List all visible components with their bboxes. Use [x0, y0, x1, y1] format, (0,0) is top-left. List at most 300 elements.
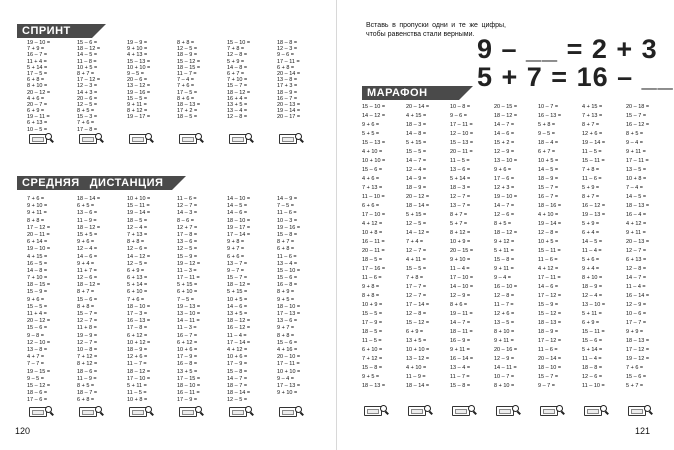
exercise-item: 19 – 10 =	[27, 246, 51, 253]
stopwatch-magnifier-icon	[129, 407, 153, 416]
exercise-item: 4 + 15 =	[27, 253, 48, 260]
puzzle-instruction: Вставь в пропуски одни и те же цифры, чтобы равенства стали верными.	[366, 22, 506, 38]
right-page	[337, 0, 674, 450]
exercise-item: 15 – 10 =	[362, 104, 386, 110]
exercise-item: 10 – 3 =	[277, 217, 298, 224]
exercise-item: 14 – 8 =	[406, 131, 427, 137]
exercise-item: 17 – 7 =	[626, 320, 647, 326]
exercise-item: 17 – 15 =	[177, 375, 201, 382]
exercise-item: 12 – 7 =	[77, 339, 98, 346]
exercise-item: 11 – 5 =	[362, 338, 382, 344]
exercise-item: 6 + 8 =	[77, 397, 95, 404]
exercise-item: 6 + 14 =	[27, 239, 48, 246]
exercise-item: 9 + 11 =	[27, 210, 47, 217]
exercise-item: 20 – 14 =	[538, 356, 562, 362]
exercise-item: 9 + 7 =	[227, 246, 245, 253]
sprint-banner	[17, 24, 92, 38]
exercise-item: 8 + 12 =	[77, 361, 98, 368]
exercise-item: 9 + 8 =	[227, 239, 245, 246]
exercise-item: 14 – 8 =	[27, 267, 48, 274]
exercise-item: 20 – 12 =	[27, 89, 51, 96]
exercise-item: 18 – 13 =	[626, 203, 650, 209]
exercise-item: 6 + 13 =	[127, 275, 148, 282]
exercise-item: 13 – 6 =	[450, 167, 471, 173]
exercise-item: 14 – 6 =	[227, 210, 248, 217]
stopwatch-magnifier-icon	[179, 134, 203, 143]
exercise-item: 16 – 11 =	[362, 239, 385, 245]
exercise-item: 12 – 9 =	[494, 149, 515, 155]
exercise-item: 17 – 8 =	[77, 126, 98, 133]
exercise-item: 15 – 6 =	[27, 325, 48, 332]
exercise-column	[127, 196, 150, 412]
stopwatch-magnifier-icon	[229, 134, 253, 143]
exercise-item: 8 + 7 =	[77, 289, 95, 296]
exercise-item: 11 – 5 =	[450, 158, 470, 164]
exercise-item: 15 – 6 =	[362, 167, 383, 173]
exercise-item: 7 + 9 =	[27, 46, 45, 53]
exercise-item: 18 – 12 =	[227, 282, 251, 289]
exercise-item: 17 – 6 =	[27, 397, 48, 404]
exercise-item: 15 – 13 =	[450, 140, 474, 146]
exercise-item: 13 + 5 =	[177, 368, 198, 375]
exercise-item: 16 – 8 =	[177, 361, 198, 368]
exercise-item: 18 – 12 =	[77, 46, 101, 53]
exercise-item: 13 – 4 =	[450, 365, 471, 371]
exercise-item: 11 + 8 =	[77, 325, 97, 332]
exercise-item: 15 – 6 =	[277, 339, 298, 346]
exercise-item: 15 – 6 =	[77, 40, 98, 46]
exercise-item: 8 + 8 =	[277, 332, 295, 339]
exercise-item: 18 – 8 =	[277, 40, 298, 46]
exercise-column	[626, 103, 649, 391]
exercise-item: 7 + 13 =	[582, 113, 603, 119]
exercise-item: 16 – 5 =	[27, 260, 48, 267]
exercise-item: 20 – 14 =	[406, 104, 430, 110]
exercise-item: 10 + 8 =	[626, 176, 647, 182]
exercise-item: 9 + 5 =	[362, 374, 380, 380]
exercise-item: 12 + 7 =	[177, 224, 198, 231]
exercise-item: 9 + 6 =	[77, 239, 95, 246]
exercise-item: 4 + 6 =	[362, 176, 380, 182]
exercise-item: 19 – 14 =	[582, 140, 606, 146]
exercise-item: 6 + 4 =	[582, 230, 600, 236]
exercise-item: 9 + 11 =	[626, 149, 646, 155]
stopwatch-magnifier-icon	[628, 406, 652, 415]
exercise-item: 8 + 8 =	[177, 40, 195, 46]
exercise-item: 8 + 9 =	[277, 289, 295, 296]
exercise-column	[177, 196, 200, 412]
exercise-item: 5 + 7 =	[626, 383, 644, 389]
exercise-item: 4 + 6 =	[27, 95, 45, 102]
page-number-left: 120	[15, 426, 31, 436]
exercise-item: 18 – 10 =	[538, 365, 562, 371]
exercise-item: 10 – 7 =	[494, 374, 515, 380]
exercise-item: 4 + 12 =	[362, 221, 383, 227]
exercise-item: 17 – 8 =	[177, 231, 198, 238]
exercise-item: 20 – 10 =	[277, 354, 301, 361]
exercise-item: 17 – 11 =	[450, 122, 473, 128]
exercise-item: 18 – 15 =	[177, 64, 201, 71]
exercise-item: 4 + 10 =	[538, 212, 559, 218]
exercise-item: 15 – 5 =	[406, 149, 427, 155]
exercise-item: 15 + 5 =	[77, 231, 98, 238]
exercise-item: 8 + 12 =	[127, 108, 148, 115]
exercise-item: 15 – 12 =	[27, 382, 51, 389]
exercise-item: 15 – 9 =	[177, 253, 198, 260]
exercise-item: 20 – 15 =	[450, 248, 474, 254]
exercise-item: 18 – 10 =	[127, 303, 151, 310]
exercise-item: 5 + 15 =	[177, 282, 198, 289]
exercise-item: 6 + 7 =	[538, 149, 556, 155]
exercise-item: 6 + 6 =	[227, 253, 245, 260]
exercise-item: 11 – 5 =	[582, 149, 602, 155]
stopwatch-magnifier-icon	[79, 134, 103, 143]
stopwatch-magnifier-icon	[540, 406, 564, 415]
exercise-item: 12 – 9 =	[450, 293, 471, 299]
exercise-item: 7 + 10 =	[227, 77, 248, 84]
exercise-item: 15 – 10 =	[277, 267, 301, 274]
exercise-item: 15 – 12 =	[538, 311, 562, 317]
exercise-item: 11 – 4 =	[450, 266, 470, 272]
exercise-item: 9 + 4 =	[582, 266, 600, 272]
exercise-item: 18 – 9 =	[406, 185, 427, 191]
exercise-item: 12 – 6 =	[127, 246, 148, 253]
exercise-item: 13 – 7 =	[227, 260, 248, 267]
exercise-item: 15 – 12 =	[177, 58, 201, 65]
exercise-item: 18 – 7 =	[77, 390, 98, 397]
exercise-item: 12 – 8 =	[227, 114, 248, 121]
exercise-item: 13 + 5 =	[227, 101, 248, 108]
exercise-item: 13 – 10 =	[494, 158, 518, 164]
exercise-item: 12 – 7 =	[77, 318, 98, 325]
exercise-item: 8 + 8 =	[77, 303, 95, 310]
exercise-item: 17 – 10 =	[450, 275, 474, 281]
exercise-item: 19 – 15 =	[27, 368, 51, 375]
exercise-item: 18 – 12 =	[77, 224, 101, 231]
exercise-item: 18 – 5 =	[362, 329, 383, 335]
exercise-item: 15 – 11 =	[582, 329, 605, 335]
exercise-item: 15 – 7 =	[227, 275, 248, 282]
exercise-item: 10 + 5 =	[538, 239, 559, 245]
exercise-item: 4 + 10 =	[362, 149, 383, 155]
exercise-item: 9 + 8 =	[362, 284, 380, 290]
exercise-item: 8 – 6 =	[177, 217, 194, 224]
exercise-item: 18 – 16 =	[538, 203, 562, 209]
exercise-item: 7 + 12 =	[362, 356, 383, 362]
exercise-item: 13 – 8 =	[27, 346, 48, 353]
exercise-item: 5 + 9 =	[582, 185, 600, 191]
exercise-item: 12 + 6 =	[582, 131, 603, 137]
exercise-item: 16 – 7 =	[277, 95, 298, 102]
exercise-item: 11 – 6 =	[277, 210, 297, 217]
exercise-item: 12 – 5 =	[227, 397, 248, 404]
exercise-item: 7 + 6 =	[27, 196, 45, 202]
exercise-item: 15 – 5 =	[406, 266, 427, 272]
exercise-item: 12 – 5 =	[177, 46, 198, 53]
exercise-item: 10 + 9 =	[362, 302, 383, 308]
exercise-item: 4 + 12 =	[626, 221, 647, 227]
exercise-item: 15 – 8 =	[362, 365, 383, 371]
exercise-item: 16 – 7 =	[27, 52, 48, 59]
exercise-item: 9 + 9 =	[626, 329, 644, 335]
stopwatch-magnifier-icon	[279, 134, 303, 143]
exercise-item: 14 – 12 =	[127, 253, 151, 260]
exercise-column	[582, 103, 605, 391]
exercise-item: 17 – 14 =	[227, 231, 251, 238]
exercise-item: 6 + 8 =	[277, 246, 295, 253]
exercise-item: 12 – 6 =	[494, 212, 515, 218]
exercise-item: 6 + 9 =	[582, 320, 600, 326]
exercise-item: 7 + 8 =	[582, 167, 600, 173]
exercise-item: 14 – 5 =	[77, 52, 98, 59]
exercise-item: 7 – 4 =	[177, 77, 194, 84]
exercise-item: 15 – 7 =	[77, 311, 98, 317]
exercise-item: 19 – 14 =	[277, 108, 301, 115]
exercise-item: 16 – 11 =	[177, 390, 200, 397]
exercise-item: 17 – 11 =	[626, 158, 649, 164]
exercise-item: 20 – 12 =	[27, 318, 51, 325]
exercise-item: 4 + 11 =	[406, 257, 426, 263]
exercise-item: 7 – 5 =	[177, 296, 194, 303]
exercise-item: 12 – 8 =	[494, 293, 515, 299]
exercise-item: 9 + 11 =	[494, 338, 514, 344]
exercise-item: 9 – 7 =	[538, 383, 555, 389]
exercise-item: 5 + 14 =	[127, 282, 148, 289]
exercise-item: 20 – 13 =	[277, 101, 301, 108]
exercise-item: 8 + 5 =	[77, 382, 95, 389]
exercise-item: 16 – 7 =	[538, 194, 559, 200]
exercise-item: 11 – 4 =	[227, 332, 247, 339]
exercise-item: 5 + 11 =	[582, 311, 602, 317]
exercise-item: 15 – 11 =	[582, 158, 605, 164]
exercise-item: 20 – 11 =	[27, 231, 50, 238]
exercise-item: 13 – 12 =	[406, 356, 430, 362]
exercise-item: 8 + 7 =	[77, 70, 95, 77]
exercise-item: 6 + 10 =	[362, 347, 383, 353]
exercise-item: 10 + 10 =	[277, 368, 301, 375]
exercise-item: 9 + 11 =	[450, 347, 470, 353]
exercise-item: 9 – 4 =	[494, 275, 511, 281]
exercise-item: 10 + 12 =	[127, 339, 151, 346]
exercise-item: 18 – 9 =	[127, 346, 148, 353]
exercise-item: 19 – 10 =	[494, 194, 518, 200]
exercise-item: 17 – 12 =	[626, 347, 650, 353]
exercise-item: 19 – 10 =	[27, 40, 51, 46]
exercise-item: 14 – 11 =	[494, 365, 517, 371]
exercise-item: 16 – 8 =	[277, 282, 298, 289]
exercise-item: 15 – 8 =	[494, 257, 515, 263]
exercise-item: 16 – 9 =	[450, 338, 471, 344]
exercise-item: 19 – 13 =	[582, 212, 606, 218]
exercise-item: 19 – 11 =	[450, 311, 473, 317]
exercise-item: 20 – 6 =	[127, 77, 148, 84]
exercise-item: 14 – 10 =	[227, 196, 251, 202]
exercise-item: 18 – 15 =	[27, 282, 51, 289]
exercise-item: 19 – 17 =	[227, 224, 251, 231]
exercise-item: 17 – 8 =	[127, 325, 148, 332]
exercise-item: 8 + 8 =	[27, 217, 45, 224]
exercise-item: 12 – 4 =	[406, 167, 427, 173]
puzzle-equation-2: 5 + 7 = 16 – __	[477, 62, 674, 92]
exercise-item: 7 + 6 =	[626, 365, 644, 371]
exercise-item: 17 – 10 =	[127, 375, 151, 382]
exercise-item: 8 + 5 =	[494, 221, 512, 227]
puzzle-equation-1: 9 – __ = 2 + 3	[477, 34, 658, 64]
exercise-item: 13 + 5 =	[406, 338, 427, 344]
exercise-item: 20 – 17 =	[277, 114, 301, 121]
exercise-item: 19 – 9 =	[127, 40, 148, 46]
exercise-item: 8 + 8 =	[127, 239, 145, 246]
exercise-item: 6 + 9 =	[27, 108, 45, 115]
exercise-column	[177, 40, 200, 133]
exercise-item: 10 + 5 =	[77, 64, 98, 71]
exercise-item: 15 – 13 =	[362, 140, 386, 146]
exercise-item: 8 + 10 =	[582, 275, 603, 281]
exercise-item: 7 – 7 =	[27, 361, 44, 368]
exercise-item: 6 + 13 =	[626, 257, 647, 263]
exercise-item: 17 – 10 =	[362, 212, 386, 218]
exercise-item: 12 – 10 =	[450, 131, 474, 137]
exercise-item: 12 – 3 =	[277, 46, 298, 53]
exercise-item: 15 – 6 =	[626, 374, 647, 380]
exercise-item: 9 + 5 =	[277, 296, 295, 303]
exercise-item: 6 + 5 =	[77, 203, 95, 210]
exercise-item: 7 + 6 =	[177, 83, 195, 90]
stopwatch-magnifier-icon	[279, 407, 303, 416]
stopwatch-magnifier-icon	[452, 406, 476, 415]
marathon-banner	[362, 86, 459, 100]
exercise-column	[77, 40, 100, 133]
exercise-item: 12 – 4 =	[77, 246, 98, 253]
exercise-item: 18 – 12 =	[127, 368, 151, 375]
exercise-item: 12 + 6 =	[494, 311, 515, 317]
exercise-item: 11 – 4 =	[582, 248, 602, 254]
exercise-item: 11 – 4 =	[582, 356, 602, 362]
exercise-item: 11 – 6 =	[277, 253, 297, 260]
exercise-item: 11 – 10 =	[362, 194, 385, 200]
exercise-item: 15 – 5 =	[362, 311, 383, 317]
exercise-item: 14 – 5 =	[582, 239, 603, 245]
exercise-item: 9 + 7 =	[277, 325, 295, 332]
exercise-item: 10 + 5 =	[227, 296, 248, 303]
exercise-item: 17 + 2 =	[177, 108, 198, 115]
exercise-item: 19 – 14 =	[127, 210, 151, 217]
exercise-item: 9 + 6 =	[494, 167, 512, 173]
exercise-item: 19 – 12 =	[626, 356, 650, 362]
exercise-item: 17 – 11 =	[177, 275, 200, 282]
exercise-item: 14 – 7 =	[227, 375, 248, 382]
exercise-item: 12 – 5 =	[406, 221, 427, 227]
exercise-item: 18 – 4 =	[538, 140, 559, 146]
exercise-item: 9 – 5 =	[127, 70, 144, 77]
exercise-item: 14 – 5 =	[227, 203, 248, 210]
exercise-item: 18 – 5 =	[362, 257, 383, 263]
exercise-item: 18 – 5 =	[127, 217, 148, 224]
exercise-item: 11 – 3 =	[177, 325, 197, 332]
exercise-item: 18 – 10 =	[227, 217, 251, 224]
exercise-item: 18 – 12 =	[77, 282, 101, 289]
exercise-item: 14 – 5 =	[626, 194, 647, 200]
exercise-item: 11 – 3 =	[177, 267, 197, 274]
exercise-item: 18 – 9 =	[538, 329, 559, 335]
exercise-item: 5 + 15 =	[227, 289, 248, 296]
exercise-item: 17 – 5 =	[27, 70, 48, 77]
exercise-item: 17 – 12 =	[538, 293, 562, 299]
exercise-item: 8 + 7 =	[582, 194, 600, 200]
marathon-title: МАРАФОН	[367, 87, 428, 99]
exercise-item: 18 – 7 =	[227, 382, 248, 389]
exercise-item: 7 + 6 =	[77, 120, 95, 127]
exercise-item: 11 – 9 =	[77, 375, 97, 382]
exercise-item: 12 – 9 =	[626, 302, 647, 308]
exercise-item: 4 + 15 =	[582, 104, 603, 110]
exercise-item: 9 – 6 =	[277, 52, 294, 59]
exercise-item: 9 + 10 =	[277, 390, 298, 397]
exercise-item: 10 + 10 =	[127, 196, 151, 202]
exercise-item: 12 – 7 =	[406, 293, 427, 299]
exercise-item: 10 + 9 =	[450, 239, 471, 245]
exercise-item: 17 – 14 =	[227, 339, 251, 346]
exercise-item: 17 + 3 =	[277, 83, 298, 90]
exercise-item: 14 – 6 =	[538, 284, 559, 290]
exercise-item: 5 + 8 =	[538, 122, 556, 128]
exercise-item: 17 – 6 =	[494, 176, 515, 182]
exercise-item: 14 – 5 =	[538, 167, 559, 173]
exercise-column	[127, 40, 150, 133]
exercise-item: 17 – 16 =	[362, 266, 386, 272]
exercise-item: 15 – 7 =	[626, 113, 647, 119]
exercise-column	[450, 103, 473, 391]
exercise-item: 4 + 10 =	[406, 365, 427, 371]
exercise-item: 12 – 7 =	[406, 248, 427, 254]
exercise-item: 11 – 7 =	[494, 302, 514, 308]
exercise-item: 12 – 7 =	[626, 248, 647, 254]
exercise-item: 6 + 9 =	[406, 329, 424, 335]
exercise-item: 9 – 4 =	[626, 140, 643, 146]
exercise-item: 6 + 10 =	[177, 289, 198, 296]
exercise-item: 20 – 11 =	[362, 248, 385, 254]
exercise-item: 14 – 6 =	[227, 303, 248, 310]
exercise-item: 6 + 12 =	[177, 339, 198, 346]
exercise-column	[27, 196, 50, 412]
exercise-item: 10 + 8 =	[127, 397, 148, 404]
exercise-item: 10 – 7 =	[538, 104, 559, 110]
exercise-item: 14 – 7 =	[626, 275, 647, 281]
exercise-item: 15 – 9 =	[27, 289, 48, 296]
exercise-item: 18 – 9 =	[582, 284, 603, 290]
stopwatch-magnifier-icon	[129, 134, 153, 143]
exercise-item: 9 + 6 =	[362, 122, 380, 128]
exercise-item	[277, 127, 300, 133]
exercise-item: 12 – 5 =	[127, 260, 148, 267]
exercise-item: 13 – 5 =	[494, 320, 515, 326]
exercise-item: 9 – 7 =	[227, 267, 244, 274]
stopwatch-magnifier-icon	[584, 406, 608, 415]
exercise-item: 13 – 6 =	[277, 318, 298, 325]
exercise-item: 7 – 5 =	[277, 203, 294, 210]
exercise-item: 18 – 14 =	[227, 390, 251, 397]
exercise-item: 11 – 9 =	[77, 217, 97, 224]
exercise-item: 18 – 13 =	[362, 383, 386, 389]
exercise-item: 20 – 11 =	[450, 149, 473, 155]
exercise-item: 12 – 8 =	[538, 230, 559, 236]
exercise-column	[538, 103, 561, 391]
exercise-item: 10 + 6 =	[177, 346, 198, 353]
exercise-item: 12 – 3 =	[77, 83, 98, 90]
exercise-item	[127, 127, 150, 133]
exercise-item: 9 + 11 =	[626, 230, 646, 236]
exercise-item: 6 + 7 =	[227, 70, 245, 77]
